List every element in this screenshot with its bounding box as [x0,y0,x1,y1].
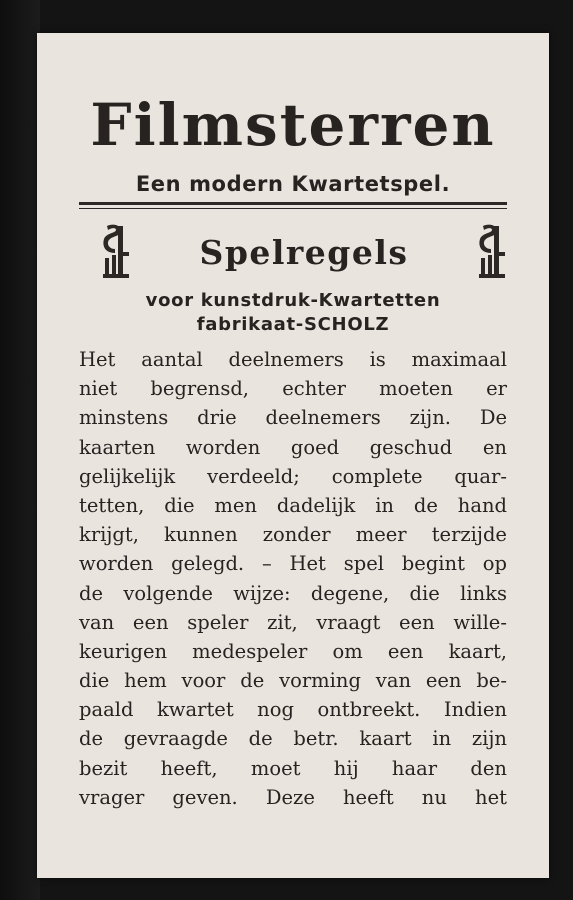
card-title: Filmsterren [90,91,496,159]
text-line: van een speler zit, vraagt een wille- [79,610,507,634]
text-line: vrager geven. Deze heeft nu het [79,785,507,809]
background [0,0,40,900]
text-line: keurigen medespeler om een kaart, [79,639,507,663]
text-line: kaarten worden goed geschud en [79,435,507,459]
text-line: paald kwartet nog ontbreekt. Indien [79,698,507,722]
rules-text [79,345,507,812]
text-line: minstens drie deelnemers zijn. De [79,406,507,430]
rules-card [37,33,549,878]
divider [79,202,507,209]
text-line: gelijkelijk verdeeld; complete quar- [79,464,507,488]
scholz-monogram-icon [477,222,507,282]
heading-row [79,219,507,285]
rules-heading: Spelregels [199,232,409,272]
text-line: de volgende wijze: degene, die links [79,581,507,605]
text-line: niet begrensd, echter moeten er [79,377,507,401]
subheading-line: fabrikaat-SCHOLZ [196,314,390,335]
text-line: die hem voor de vorming van een be- [79,669,507,693]
text-line: tetten, die men dadelijk in de hand [79,493,507,517]
text-line: Het aantal deelnemers is maximaal [79,348,507,371]
subheading-line: voor kunstdruk-Kwartetten [145,290,441,311]
card-subtitle: Een modern Kwartetspel. [135,172,451,196]
text-line: bezit heeft, moet hij haar den [79,756,507,780]
text-line: worden gelegd. – Het spel begint op [79,552,507,576]
text-line: de gevraagde de betr. kaart in zijn [79,727,507,751]
text-line: krijgt, kunnen zonder meer terzijde [79,523,507,547]
scholz-monogram-icon [101,222,131,282]
